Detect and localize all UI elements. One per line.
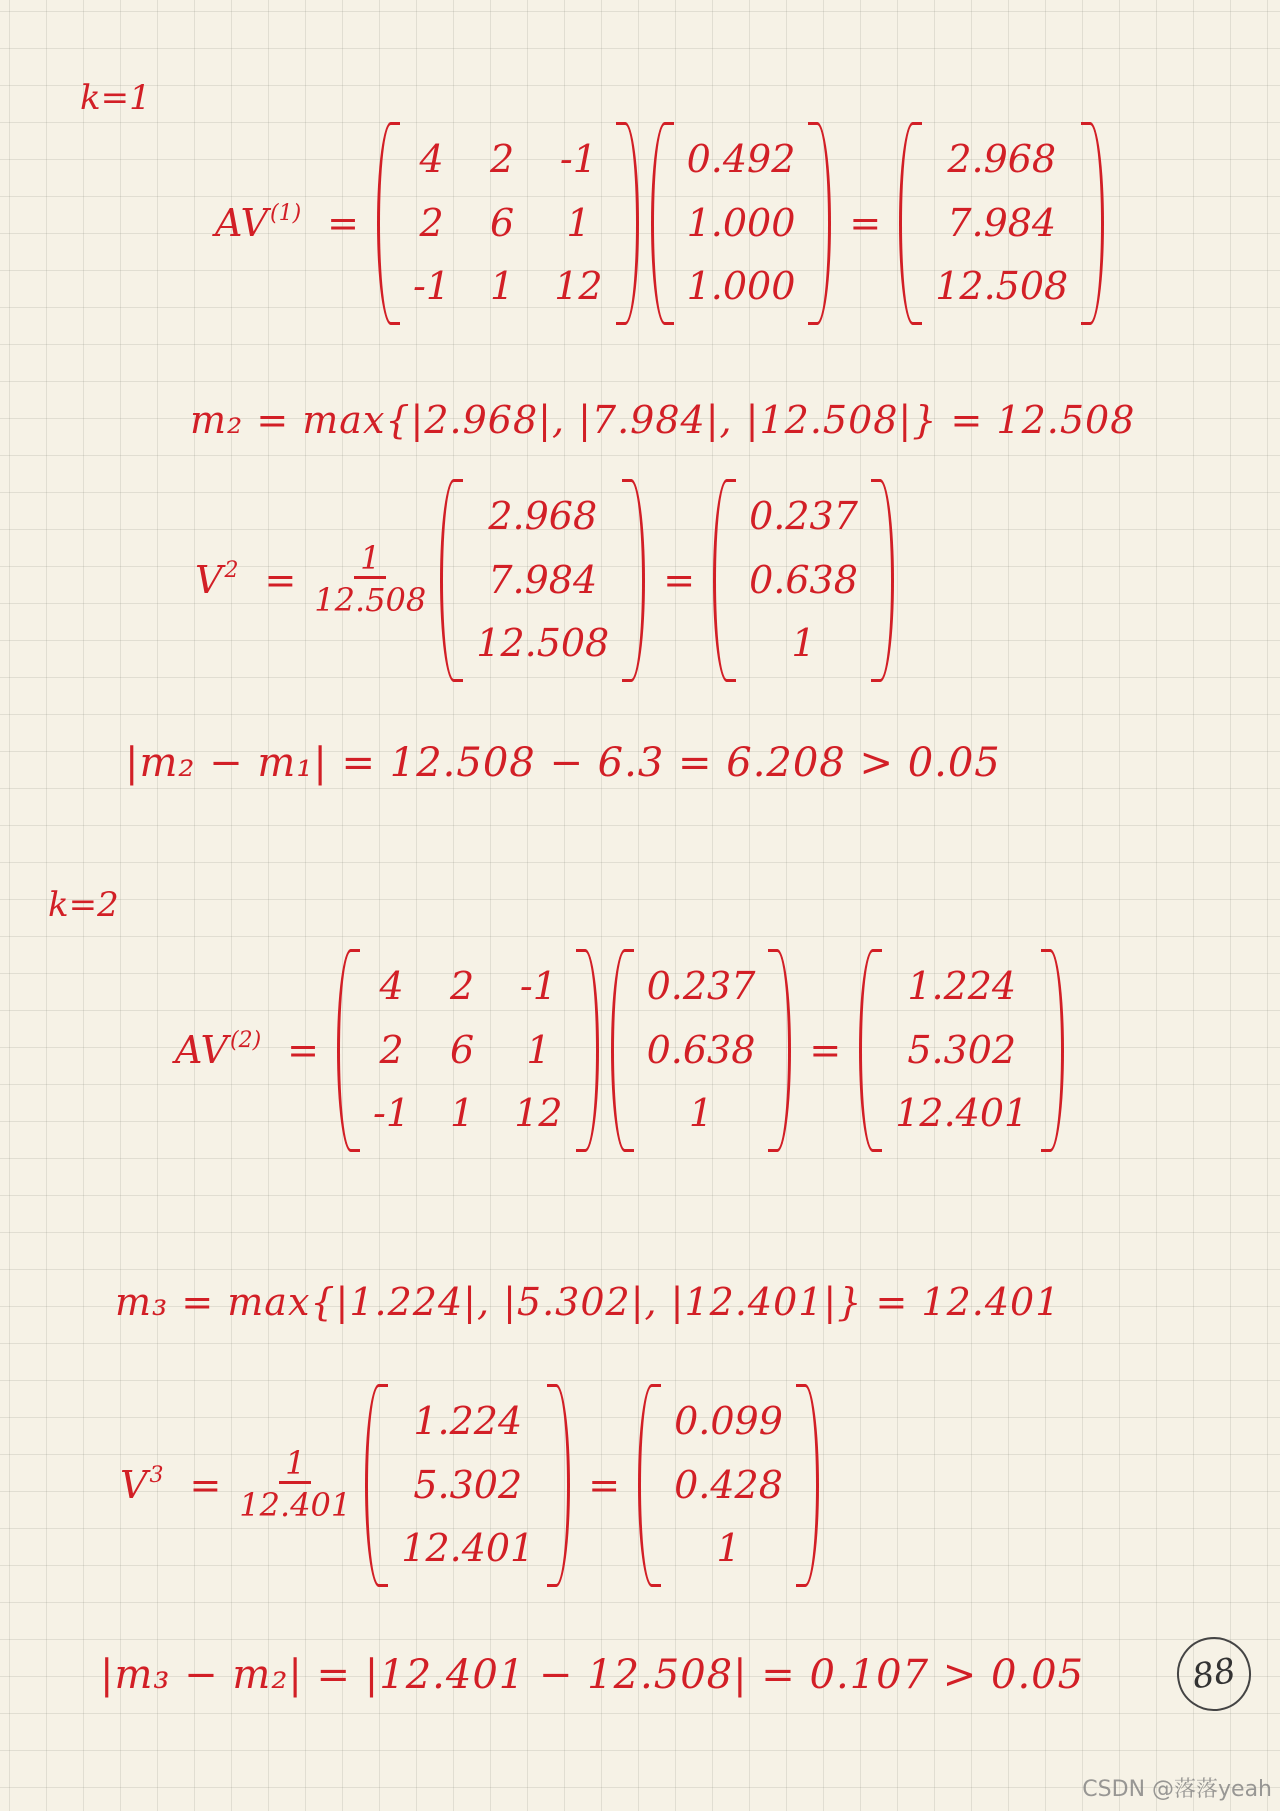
step2-vector-v-cell: 1	[688, 1091, 714, 1135]
step1-result-cell: 7.984	[947, 200, 1057, 245]
step1-matrix-a-cell: -1	[413, 264, 451, 308]
step1-difference-line: |m₂ − m₁| = 12.508 − 6.3 = 6.208 > 0.05	[125, 740, 1001, 786]
step2-matrix-a-cell: 1	[526, 1027, 551, 1072]
step2-result-vector	[859, 955, 1064, 1146]
step1-matrix-a-cell: 4	[419, 137, 444, 181]
step2-normalize-vector-cell: 1.224	[413, 1399, 523, 1443]
step1-matrix-a-cell: -1	[559, 137, 597, 181]
step1-vector-v-cell: 0.492	[686, 137, 796, 181]
step1-matrix-a-cell: 2	[419, 200, 444, 245]
step2-lhs-superscript: (2)	[230, 1028, 262, 1054]
step2-lhs-symbol: AV	[175, 1028, 228, 1073]
step1-matrix-a-cell: 2	[490, 137, 515, 181]
step1-normalize-fraction	[314, 538, 427, 620]
step1-result-vector	[899, 128, 1104, 319]
step1-normalize-result-cell: 0.638	[749, 557, 858, 602]
step2-equals-2: =	[809, 1028, 842, 1073]
step1-equals-1: =	[327, 201, 360, 246]
step2-normalize-equals-1: =	[189, 1463, 222, 1508]
step2-product-lhs	[175, 1028, 261, 1072]
step2-normalize-equation	[120, 1390, 825, 1581]
step2-result-cell: 5.302	[907, 1027, 1017, 1072]
step1-k-label: k=1	[80, 78, 151, 118]
step2-k-label: k=2	[48, 885, 119, 925]
step1-normalize-vector-cell: 7.984	[488, 557, 598, 602]
step1-vector-v-cell: 1.000	[686, 200, 796, 245]
step2-vector-v-cell: 0.237	[646, 964, 756, 1008]
step2-matrix-a	[337, 955, 599, 1146]
step2-normalize-result	[638, 1390, 819, 1581]
step2-matrix-a-cell: 12	[514, 1091, 563, 1135]
step2-normalize-result-cell: 0.099	[674, 1399, 783, 1443]
step2-difference-line: |m₃ − m₂| = |12.401 − 12.508| = 0.107 > 0.05	[100, 1652, 1085, 1698]
step2-matrix-a-cell: 1	[450, 1091, 475, 1135]
step2-normalize-lhs	[120, 1463, 163, 1507]
step2-normalize-equals-2: =	[588, 1463, 621, 1508]
step1-matrix-a-cell: 12	[554, 264, 603, 308]
step1-max-line: m₂ = max{|2.968|, |7.984|, |12.508|} = 12.508	[190, 398, 1136, 442]
step2-matrix-a-cell: 2	[450, 964, 475, 1008]
step1-lhs-superscript: (1)	[270, 201, 302, 227]
step1-normalize-equals-2: =	[663, 558, 696, 603]
step2-normalize-result-cell: 1	[716, 1526, 741, 1570]
step2-vector-v-cell: 0.638	[646, 1027, 756, 1072]
step2-matrix-a-cell: 4	[379, 964, 404, 1008]
step2-matrix-a-cell: -1	[519, 964, 557, 1008]
step2-normalize-symbol: V	[120, 1463, 148, 1508]
step1-normalize-equals-1: =	[264, 558, 297, 603]
step1-normalize-result	[713, 485, 894, 676]
stamp-mark	[1171, 1631, 1257, 1717]
step1-matrix-a-cell: 6	[490, 200, 515, 245]
step2-normalize-result-cell: 0.428	[674, 1462, 783, 1507]
step1-normalize-result-cell: 1	[791, 621, 816, 665]
step2-matrix-a-cell: 2	[379, 1027, 404, 1072]
step2-product-equation	[175, 955, 1070, 1146]
step2-equals-1: =	[287, 1028, 320, 1073]
step2-normalize-vector	[365, 1390, 570, 1581]
step2-result-cell: 12.401	[895, 1091, 1029, 1135]
watermark-text: CSDN @落落yeah	[1082, 1777, 1272, 1802]
step1-product-lhs	[215, 201, 301, 245]
step1-normalize-equation	[195, 485, 900, 676]
step1-fraction-numerator: 1	[354, 541, 386, 579]
step1-fraction-denominator: 12.508	[314, 581, 427, 620]
step1-normalize-symbol: V	[195, 558, 223, 603]
step2-fraction-numerator: 1	[279, 1446, 311, 1484]
step1-normalize-lhs	[195, 558, 238, 602]
step2-max-line: m₃ = max{|1.224|, |5.302|, |12.401|} = 12.401	[115, 1280, 1061, 1324]
step2-matrix-a-cell: 6	[450, 1027, 475, 1072]
step1-normalize-result-cell: 0.237	[749, 494, 858, 538]
step2-normalize-fraction	[239, 1443, 352, 1525]
step1-vector-v	[651, 128, 832, 319]
step1-matrix-a	[377, 128, 639, 319]
step2-normalize-vector-cell: 5.302	[413, 1462, 523, 1507]
step2-result-cell: 1.224	[907, 964, 1017, 1008]
step1-matrix-a-cell: 1	[490, 264, 515, 308]
step1-result-cell: 2.968	[947, 137, 1057, 181]
step1-equals-2: =	[849, 201, 882, 246]
step2-normalize-vector-cell: 12.401	[401, 1526, 535, 1570]
step1-normalize-vector	[440, 485, 645, 676]
step1-matrix-a-cell: 1	[566, 200, 591, 245]
step1-lhs-symbol: AV	[215, 201, 268, 246]
step1-vector-v-cell: 1.000	[686, 264, 796, 308]
step2-normalize-superscript: 3	[149, 1463, 164, 1489]
step2-vector-v	[611, 955, 792, 1146]
step2-matrix-a-cell: -1	[373, 1091, 411, 1135]
step2-fraction-denominator: 12.401	[239, 1486, 352, 1525]
step1-normalize-vector-cell: 12.508	[476, 621, 610, 665]
stamp-text: 88	[1189, 1650, 1239, 1698]
step1-product-equation	[215, 128, 1110, 319]
step1-normalize-vector-cell: 2.968	[488, 494, 598, 538]
step1-normalize-superscript: 2	[224, 558, 239, 584]
step1-result-cell: 12.508	[935, 264, 1069, 308]
